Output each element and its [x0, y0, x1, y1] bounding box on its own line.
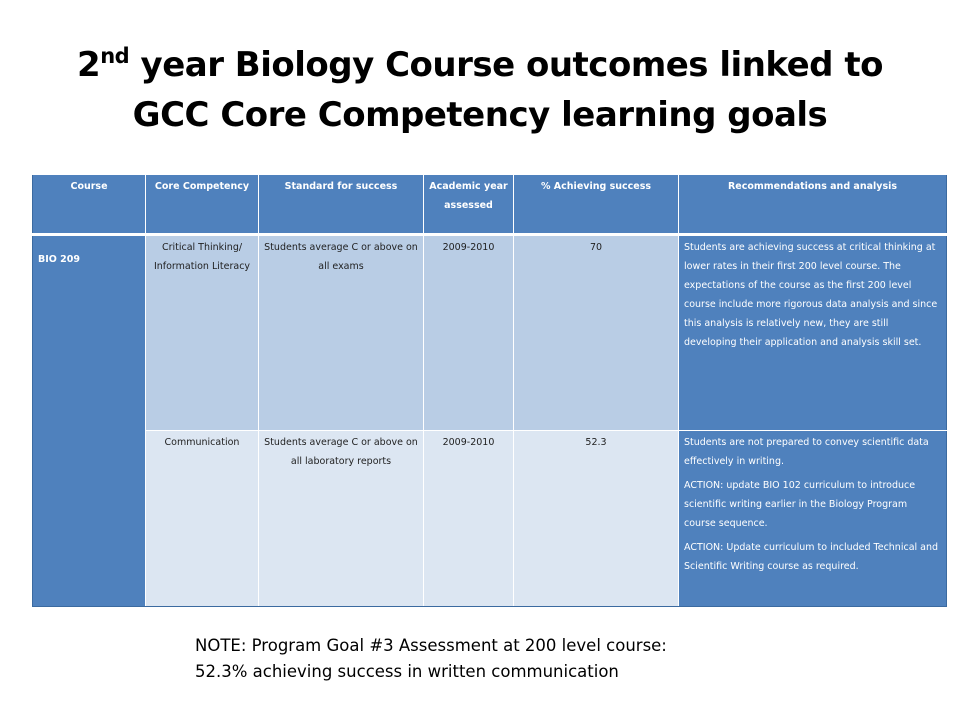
header-percent-achieving: % Achieving success — [514, 175, 679, 235]
recommendation-text: Students are not prepared to convey scientific data effectively in writing. — [684, 437, 929, 467]
table-row — [33, 235, 947, 431]
header-academic-year: Academic year assessed — [424, 175, 514, 235]
title-line-1 — [0, 40, 960, 90]
year-cell: 2009-2010 — [424, 235, 514, 431]
title-superscript: nd — [100, 44, 130, 68]
standard-cell: Students average C or above on all laboratory reports — [259, 431, 424, 607]
table-header-row — [33, 175, 947, 235]
recommendation-text: Students are achieving success at critical thinking at lower rates in their first 200 level course. The expectations of the course as the first 200 level course include more rigorous data analysis and since this analysis is relatively new, they are still developing their application and analysis skill set. — [684, 242, 938, 348]
header-course: Course — [33, 175, 146, 235]
recommendations-cell — [679, 235, 947, 431]
note — [195, 633, 667, 685]
standard-cell: Students average C or above on all exams — [259, 235, 424, 431]
outcomes-table — [32, 175, 947, 607]
competency-cell: Communication — [146, 431, 259, 607]
header-recommendations: Recommendations and analysis — [679, 175, 947, 235]
header-core-competency: Core Competency — [146, 175, 259, 235]
course-cell: BIO 209 — [33, 235, 146, 607]
percent-cell: 52.3 — [514, 431, 679, 607]
title-number: 2 — [77, 45, 101, 85]
title-line-1-text: year Biology Course outcomes linked to — [129, 45, 883, 85]
note-line-2: 52.3% achieving success in written communication — [195, 662, 619, 681]
recommendation-action: ACTION: update BIO 102 curriculum to introduce scientific writing earlier in the Biology Program course sequence. — [684, 480, 916, 529]
title-line-2: GCC Core Competency learning goals — [132, 95, 828, 135]
year-cell: 2009-2010 — [424, 431, 514, 607]
recommendations-cell — [679, 431, 947, 607]
competency-cell: Critical Thinking/ Information Literacy — [146, 235, 259, 431]
percent-cell: 70 — [514, 235, 679, 431]
header-standard-for-success: Standard for success — [259, 175, 424, 235]
table-row — [33, 431, 947, 607]
note-line-1: NOTE: Program Goal #3 Assessment at 200 level course: — [195, 636, 667, 655]
recommendation-action: ACTION: Update curriculum to included Technical and Scientific Writing course as required. — [684, 542, 939, 572]
slide-title — [0, 40, 960, 140]
